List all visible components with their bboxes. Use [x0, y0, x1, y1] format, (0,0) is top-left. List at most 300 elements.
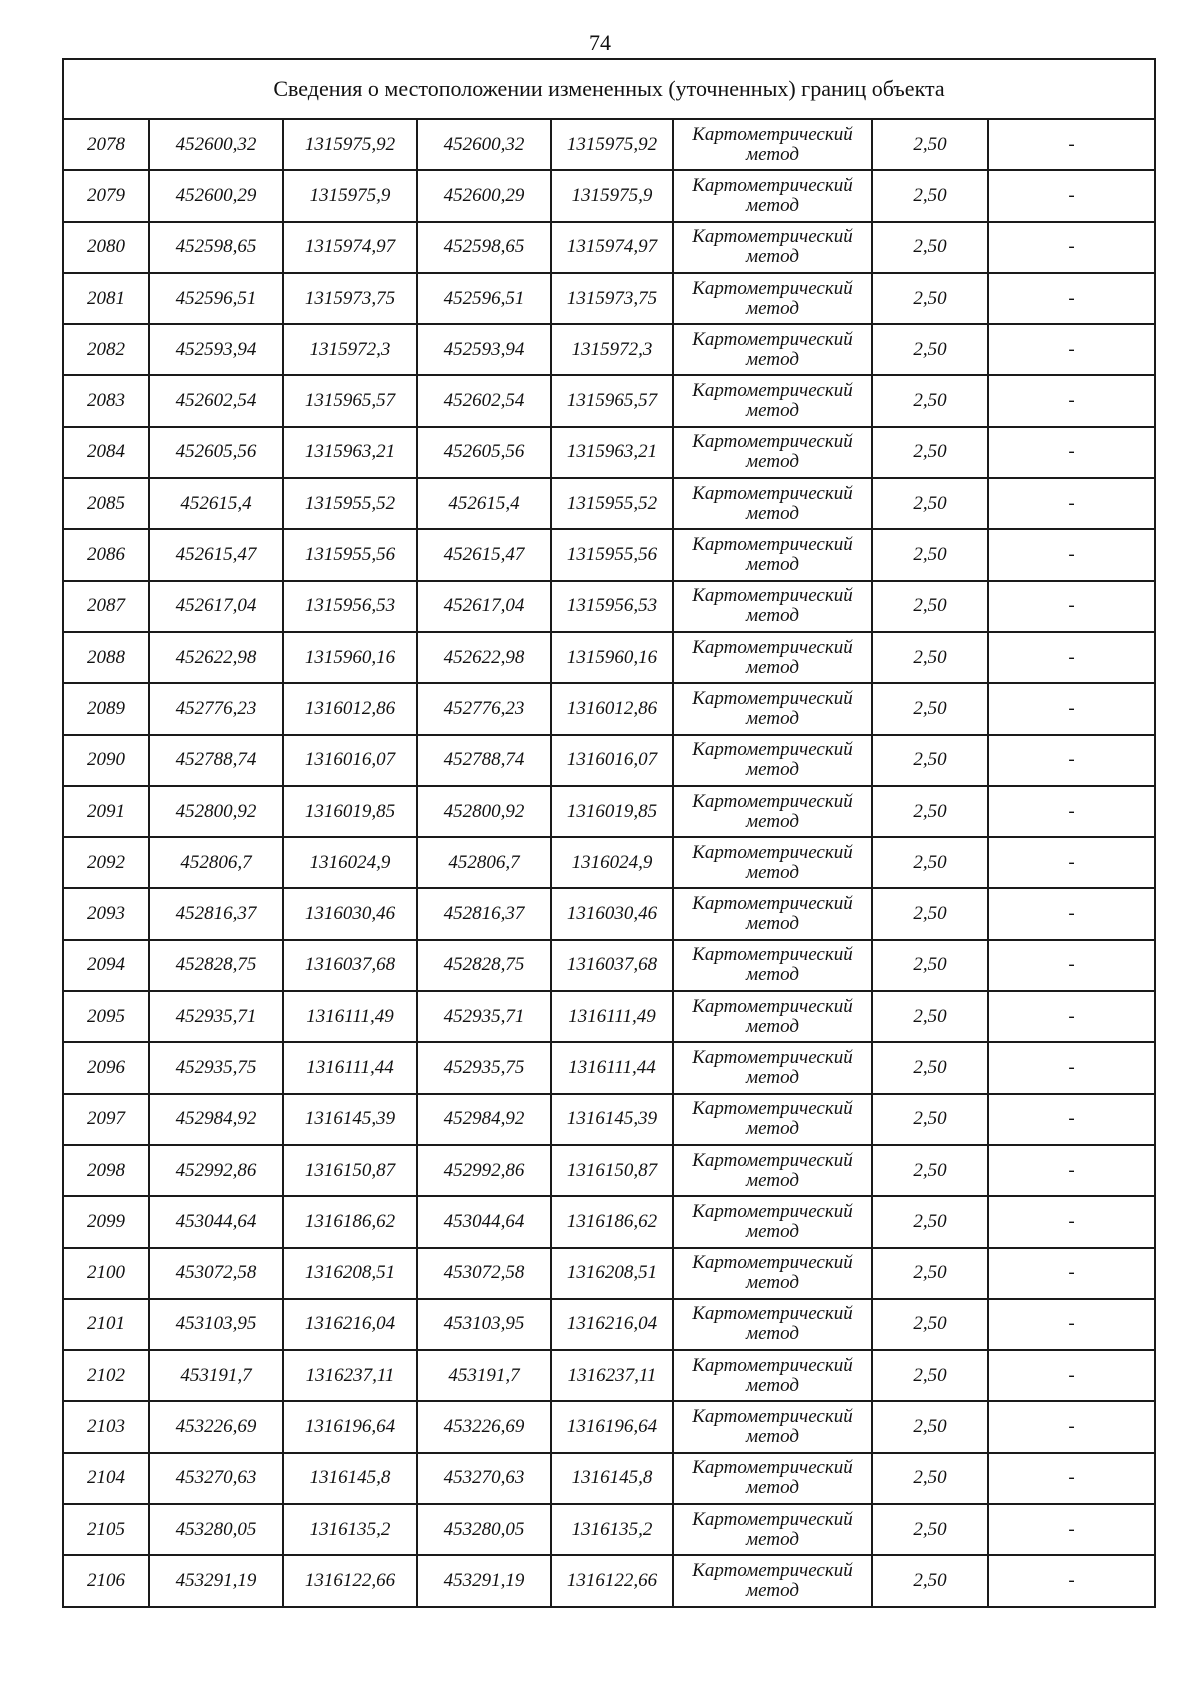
point-number-cell: 2084 [63, 427, 149, 478]
method-line-1: Картометрический [692, 482, 853, 504]
y-existing-cell: 1316037,68 [283, 940, 417, 991]
method-line-1: Картометрический [692, 1559, 853, 1581]
y-refined-cell: 1316208,51 [551, 1248, 673, 1299]
method-cell [673, 991, 872, 1042]
point-number-cell: 2078 [63, 119, 149, 170]
table-row [63, 1453, 1155, 1504]
x-existing-cell: 452800,92 [149, 786, 283, 837]
point-number-cell: 2088 [63, 632, 149, 683]
y-refined-cell: 1316135,2 [551, 1504, 673, 1555]
x-existing-cell: 452935,75 [149, 1042, 283, 1093]
table-row [63, 119, 1155, 170]
y-existing-cell: 1315975,9 [283, 170, 417, 221]
method-line-2: метод [746, 246, 799, 268]
x-refined-cell: 453291,19 [417, 1555, 551, 1606]
method-line-2: метод [746, 656, 799, 678]
note-cell: - [988, 1504, 1155, 1555]
method-line-1: Картометрический [692, 841, 853, 863]
table-row [63, 273, 1155, 324]
accuracy-cell: 2,50 [872, 940, 988, 991]
y-refined-cell: 1316019,85 [551, 786, 673, 837]
y-existing-cell: 1315963,21 [283, 427, 417, 478]
method-line-2: метод [746, 605, 799, 627]
accuracy-cell: 2,50 [872, 1350, 988, 1401]
accuracy-cell: 2,50 [872, 1248, 988, 1299]
x-refined-cell: 453191,7 [417, 1350, 551, 1401]
note-cell: - [988, 1145, 1155, 1196]
x-existing-cell: 453291,19 [149, 1555, 283, 1606]
x-existing-cell: 452828,75 [149, 940, 283, 991]
note-cell: - [988, 273, 1155, 324]
method-line-1: Картометрический [692, 1457, 853, 1479]
x-refined-cell: 452806,7 [417, 837, 551, 888]
x-existing-cell: 452596,51 [149, 273, 283, 324]
note-cell: - [988, 581, 1155, 632]
accuracy-cell: 2,50 [872, 1094, 988, 1145]
method-line-2: метод [746, 502, 799, 524]
method-cell [673, 940, 872, 991]
table-row [63, 735, 1155, 786]
x-existing-cell: 452617,04 [149, 581, 283, 632]
table-row [63, 1042, 1155, 1093]
method-cell [673, 478, 872, 529]
method-line-1: Картометрический [692, 123, 853, 145]
method-cell [673, 324, 872, 375]
x-refined-cell: 452788,74 [417, 735, 551, 786]
point-number-cell: 2097 [63, 1094, 149, 1145]
point-number-cell: 2096 [63, 1042, 149, 1093]
method-line-1: Картометрический [692, 328, 853, 350]
table-row [63, 940, 1155, 991]
method-line-1: Картометрический [692, 1046, 853, 1068]
method-line-2: метод [746, 194, 799, 216]
method-cell [673, 1504, 872, 1555]
method-line-1: Картометрический [692, 585, 853, 607]
point-number-cell: 2099 [63, 1196, 149, 1247]
accuracy-cell: 2,50 [872, 1299, 988, 1350]
y-existing-cell: 1315975,92 [283, 119, 417, 170]
y-existing-cell: 1315955,52 [283, 478, 417, 529]
method-line-1: Картометрический [692, 739, 853, 761]
y-refined-cell: 1315955,52 [551, 478, 673, 529]
note-cell: - [988, 1299, 1155, 1350]
method-cell [673, 375, 872, 426]
y-existing-cell: 1315974,97 [283, 222, 417, 273]
y-refined-cell: 1316216,04 [551, 1299, 673, 1350]
y-refined-cell: 1316016,07 [551, 735, 673, 786]
x-existing-cell: 453270,63 [149, 1453, 283, 1504]
y-existing-cell: 1316030,46 [283, 888, 417, 939]
method-line-2: метод [746, 861, 799, 883]
method-cell [673, 581, 872, 632]
table-row [63, 1248, 1155, 1299]
point-number-cell: 2089 [63, 683, 149, 734]
accuracy-cell: 2,50 [872, 478, 988, 529]
x-refined-cell: 453072,58 [417, 1248, 551, 1299]
accuracy-cell: 2,50 [872, 991, 988, 1042]
method-line-1: Картометрический [692, 1406, 853, 1428]
method-line-1: Картометрический [692, 636, 853, 658]
x-existing-cell: 453044,64 [149, 1196, 283, 1247]
method-line-1: Картометрический [692, 534, 853, 556]
method-line-2: метод [746, 1118, 799, 1140]
note-cell: - [988, 683, 1155, 734]
y-existing-cell: 1316186,62 [283, 1196, 417, 1247]
table-title: Сведения о местоположении измененных (уточненных) границ объекта [63, 59, 1155, 119]
method-cell [673, 1196, 872, 1247]
x-refined-cell: 452800,92 [417, 786, 551, 837]
table-row [63, 529, 1155, 580]
method-line-1: Картометрический [692, 226, 853, 248]
method-line-1: Картометрический [692, 1354, 853, 1376]
x-existing-cell: 452605,56 [149, 427, 283, 478]
y-existing-cell: 1316111,49 [283, 991, 417, 1042]
table-row [63, 324, 1155, 375]
x-refined-cell: 452992,86 [417, 1145, 551, 1196]
x-existing-cell: 452806,7 [149, 837, 283, 888]
x-refined-cell: 452605,56 [417, 427, 551, 478]
method-line-1: Картометрический [692, 277, 853, 299]
y-refined-cell: 1315973,75 [551, 273, 673, 324]
note-cell: - [988, 1453, 1155, 1504]
point-number-cell: 2091 [63, 786, 149, 837]
x-refined-cell: 452593,94 [417, 324, 551, 375]
point-number-cell: 2104 [63, 1453, 149, 1504]
point-number-cell: 2083 [63, 375, 149, 426]
y-refined-cell: 1315975,92 [551, 119, 673, 170]
x-refined-cell: 452622,98 [417, 632, 551, 683]
x-refined-cell: 453280,05 [417, 1504, 551, 1555]
y-refined-cell: 1316145,8 [551, 1453, 673, 1504]
x-existing-cell: 452600,32 [149, 119, 283, 170]
method-line-1: Картометрический [692, 687, 853, 709]
table-row [63, 375, 1155, 426]
note-cell: - [988, 1042, 1155, 1093]
accuracy-cell: 2,50 [872, 375, 988, 426]
y-refined-cell: 1316111,44 [551, 1042, 673, 1093]
y-refined-cell: 1315963,21 [551, 427, 673, 478]
table-row [63, 1299, 1155, 1350]
method-line-2: метод [746, 297, 799, 319]
page-number: 74 [589, 30, 611, 55]
method-line-2: метод [746, 400, 799, 422]
accuracy-cell: 2,50 [872, 1555, 988, 1606]
y-refined-cell: 1316037,68 [551, 940, 673, 991]
x-refined-cell: 452600,32 [417, 119, 551, 170]
x-refined-cell: 453270,63 [417, 1453, 551, 1504]
y-existing-cell: 1316122,66 [283, 1555, 417, 1606]
y-existing-cell: 1315965,57 [283, 375, 417, 426]
y-existing-cell: 1315960,16 [283, 632, 417, 683]
note-cell: - [988, 991, 1155, 1042]
table-row [63, 581, 1155, 632]
y-refined-cell: 1316122,66 [551, 1555, 673, 1606]
y-refined-cell: 1316111,49 [551, 991, 673, 1042]
y-refined-cell: 1316237,11 [551, 1350, 673, 1401]
accuracy-cell: 2,50 [872, 222, 988, 273]
y-existing-cell: 1316111,44 [283, 1042, 417, 1093]
x-refined-cell: 452615,47 [417, 529, 551, 580]
table-row [63, 837, 1155, 888]
method-line-2: метод [746, 1066, 799, 1088]
point-number-cell: 2087 [63, 581, 149, 632]
method-line-2: метод [746, 810, 799, 832]
table-body [63, 59, 1155, 1607]
y-existing-cell: 1316016,07 [283, 735, 417, 786]
accuracy-cell: 2,50 [872, 786, 988, 837]
x-existing-cell: 452598,65 [149, 222, 283, 273]
note-cell: - [988, 478, 1155, 529]
point-number-cell: 2101 [63, 1299, 149, 1350]
x-existing-cell: 452622,98 [149, 632, 283, 683]
accuracy-cell: 2,50 [872, 581, 988, 632]
x-existing-cell: 452615,4 [149, 478, 283, 529]
x-refined-cell: 452935,71 [417, 991, 551, 1042]
accuracy-cell: 2,50 [872, 683, 988, 734]
x-existing-cell: 452788,74 [149, 735, 283, 786]
method-cell [673, 273, 872, 324]
note-cell: - [988, 1350, 1155, 1401]
method-line-2: метод [746, 1477, 799, 1499]
method-line-2: метод [746, 451, 799, 473]
x-refined-cell: 452984,92 [417, 1094, 551, 1145]
y-existing-cell: 1316019,85 [283, 786, 417, 837]
y-existing-cell: 1316012,86 [283, 683, 417, 734]
x-existing-cell: 452816,37 [149, 888, 283, 939]
x-refined-cell: 452598,65 [417, 222, 551, 273]
point-number-cell: 2102 [63, 1350, 149, 1401]
table-row [63, 1401, 1155, 1452]
accuracy-cell: 2,50 [872, 1504, 988, 1555]
accuracy-cell: 2,50 [872, 1453, 988, 1504]
note-cell: - [988, 632, 1155, 683]
point-number-cell: 2086 [63, 529, 149, 580]
note-cell: - [988, 119, 1155, 170]
x-existing-cell: 453072,58 [149, 1248, 283, 1299]
method-line-2: метод [746, 1220, 799, 1242]
accuracy-cell: 2,50 [872, 1145, 988, 1196]
method-line-2: метод [746, 1579, 799, 1601]
point-number-cell: 2090 [63, 735, 149, 786]
x-refined-cell: 452935,75 [417, 1042, 551, 1093]
point-number-cell: 2103 [63, 1401, 149, 1452]
x-existing-cell: 452992,86 [149, 1145, 283, 1196]
method-line-1: Картометрический [692, 1149, 853, 1171]
table-row [63, 991, 1155, 1042]
x-existing-cell: 452593,94 [149, 324, 283, 375]
method-cell [673, 1094, 872, 1145]
x-refined-cell: 452776,23 [417, 683, 551, 734]
y-existing-cell: 1316208,51 [283, 1248, 417, 1299]
method-line-2: метод [746, 143, 799, 165]
method-cell [673, 119, 872, 170]
method-line-1: Картометрический [692, 790, 853, 812]
y-refined-cell: 1316196,64 [551, 1401, 673, 1452]
y-refined-cell: 1315956,53 [551, 581, 673, 632]
note-cell: - [988, 222, 1155, 273]
method-cell [673, 786, 872, 837]
table-row [63, 1555, 1155, 1606]
x-refined-cell: 453103,95 [417, 1299, 551, 1350]
point-number-cell: 2085 [63, 478, 149, 529]
x-existing-cell: 452602,54 [149, 375, 283, 426]
accuracy-cell: 2,50 [872, 1042, 988, 1093]
method-line-1: Картометрический [692, 431, 853, 453]
method-line-1: Картометрический [692, 1303, 853, 1325]
point-number-cell: 2100 [63, 1248, 149, 1299]
method-line-1: Картометрический [692, 1252, 853, 1274]
table-row [63, 170, 1155, 221]
boundary-coordinates-table [62, 58, 1156, 1608]
method-line-1: Картометрический [692, 380, 853, 402]
method-cell [673, 1042, 872, 1093]
method-line-2: метод [746, 1528, 799, 1550]
note-cell: - [988, 324, 1155, 375]
x-refined-cell: 453226,69 [417, 1401, 551, 1452]
note-cell: - [988, 1401, 1155, 1452]
method-line-1: Картометрический [692, 944, 853, 966]
y-existing-cell: 1316145,39 [283, 1094, 417, 1145]
note-cell: - [988, 940, 1155, 991]
y-existing-cell: 1316150,87 [283, 1145, 417, 1196]
point-number-cell: 2082 [63, 324, 149, 375]
x-existing-cell: 453280,05 [149, 1504, 283, 1555]
y-existing-cell: 1315972,3 [283, 324, 417, 375]
y-refined-cell: 1316024,9 [551, 837, 673, 888]
point-number-cell: 2106 [63, 1555, 149, 1606]
note-cell: - [988, 170, 1155, 221]
method-line-2: метод [746, 1374, 799, 1396]
table-row [63, 1504, 1155, 1555]
method-line-2: метод [746, 554, 799, 576]
x-refined-cell: 453044,64 [417, 1196, 551, 1247]
table-row [63, 683, 1155, 734]
accuracy-cell: 2,50 [872, 1401, 988, 1452]
table-row [63, 1350, 1155, 1401]
y-refined-cell: 1316030,46 [551, 888, 673, 939]
accuracy-cell: 2,50 [872, 324, 988, 375]
point-number-cell: 2092 [63, 837, 149, 888]
y-refined-cell: 1316186,62 [551, 1196, 673, 1247]
x-existing-cell: 452935,71 [149, 991, 283, 1042]
point-number-cell: 2081 [63, 273, 149, 324]
x-refined-cell: 452828,75 [417, 940, 551, 991]
method-line-2: метод [746, 1169, 799, 1191]
method-line-1: Картометрический [692, 174, 853, 196]
point-number-cell: 2105 [63, 1504, 149, 1555]
method-line-2: метод [746, 1015, 799, 1037]
method-cell [673, 1555, 872, 1606]
table-row [63, 222, 1155, 273]
method-line-2: метод [746, 707, 799, 729]
y-refined-cell: 1316012,86 [551, 683, 673, 734]
y-refined-cell: 1316145,39 [551, 1094, 673, 1145]
table-row [63, 478, 1155, 529]
method-line-1: Картометрический [692, 893, 853, 915]
x-existing-cell: 453191,7 [149, 1350, 283, 1401]
method-line-1: Картометрический [692, 1098, 853, 1120]
note-cell: - [988, 1555, 1155, 1606]
method-line-2: метод [746, 348, 799, 370]
accuracy-cell: 2,50 [872, 1196, 988, 1247]
accuracy-cell: 2,50 [872, 273, 988, 324]
method-cell [673, 1299, 872, 1350]
y-existing-cell: 1316135,2 [283, 1504, 417, 1555]
table-row [63, 1145, 1155, 1196]
accuracy-cell: 2,50 [872, 632, 988, 683]
method-cell [673, 170, 872, 221]
y-existing-cell: 1315956,53 [283, 581, 417, 632]
point-number-cell: 2080 [63, 222, 149, 273]
note-cell: - [988, 1196, 1155, 1247]
x-existing-cell: 452776,23 [149, 683, 283, 734]
y-existing-cell: 1315973,75 [283, 273, 417, 324]
method-cell [673, 888, 872, 939]
note-cell: - [988, 786, 1155, 837]
y-existing-cell: 1316237,11 [283, 1350, 417, 1401]
y-existing-cell: 1316145,8 [283, 1453, 417, 1504]
method-cell [673, 837, 872, 888]
method-line-1: Картометрический [692, 1200, 853, 1222]
y-existing-cell: 1316216,04 [283, 1299, 417, 1350]
y-refined-cell: 1315955,56 [551, 529, 673, 580]
x-existing-cell: 452615,47 [149, 529, 283, 580]
accuracy-cell: 2,50 [872, 837, 988, 888]
note-cell: - [988, 529, 1155, 580]
table-row [63, 1196, 1155, 1247]
point-number-cell: 2093 [63, 888, 149, 939]
y-refined-cell: 1315972,3 [551, 324, 673, 375]
y-refined-cell: 1315975,9 [551, 170, 673, 221]
method-cell [673, 1350, 872, 1401]
table-title-row [63, 59, 1155, 119]
method-cell [673, 1248, 872, 1299]
y-refined-cell: 1315974,97 [551, 222, 673, 273]
method-cell [673, 427, 872, 478]
note-cell: - [988, 1248, 1155, 1299]
table-row [63, 1094, 1155, 1145]
x-existing-cell: 452600,29 [149, 170, 283, 221]
point-number-cell: 2094 [63, 940, 149, 991]
x-existing-cell: 453226,69 [149, 1401, 283, 1452]
method-cell [673, 735, 872, 786]
method-cell [673, 222, 872, 273]
method-line-2: метод [746, 1323, 799, 1345]
method-cell [673, 1453, 872, 1504]
note-cell: - [988, 888, 1155, 939]
accuracy-cell: 2,50 [872, 119, 988, 170]
accuracy-cell: 2,50 [872, 529, 988, 580]
table-row [63, 786, 1155, 837]
x-refined-cell: 452600,29 [417, 170, 551, 221]
table-row [63, 427, 1155, 478]
method-cell [673, 683, 872, 734]
method-line-2: метод [746, 1426, 799, 1448]
method-cell [673, 1145, 872, 1196]
accuracy-cell: 2,50 [872, 427, 988, 478]
note-cell: - [988, 1094, 1155, 1145]
y-refined-cell: 1315960,16 [551, 632, 673, 683]
accuracy-cell: 2,50 [872, 888, 988, 939]
method-line-1: Картометрический [692, 1508, 853, 1530]
method-line-1: Картометрический [692, 995, 853, 1017]
point-number-cell: 2095 [63, 991, 149, 1042]
point-number-cell: 2079 [63, 170, 149, 221]
table-row [63, 888, 1155, 939]
x-existing-cell: 452984,92 [149, 1094, 283, 1145]
x-refined-cell: 452617,04 [417, 581, 551, 632]
y-existing-cell: 1315955,56 [283, 529, 417, 580]
